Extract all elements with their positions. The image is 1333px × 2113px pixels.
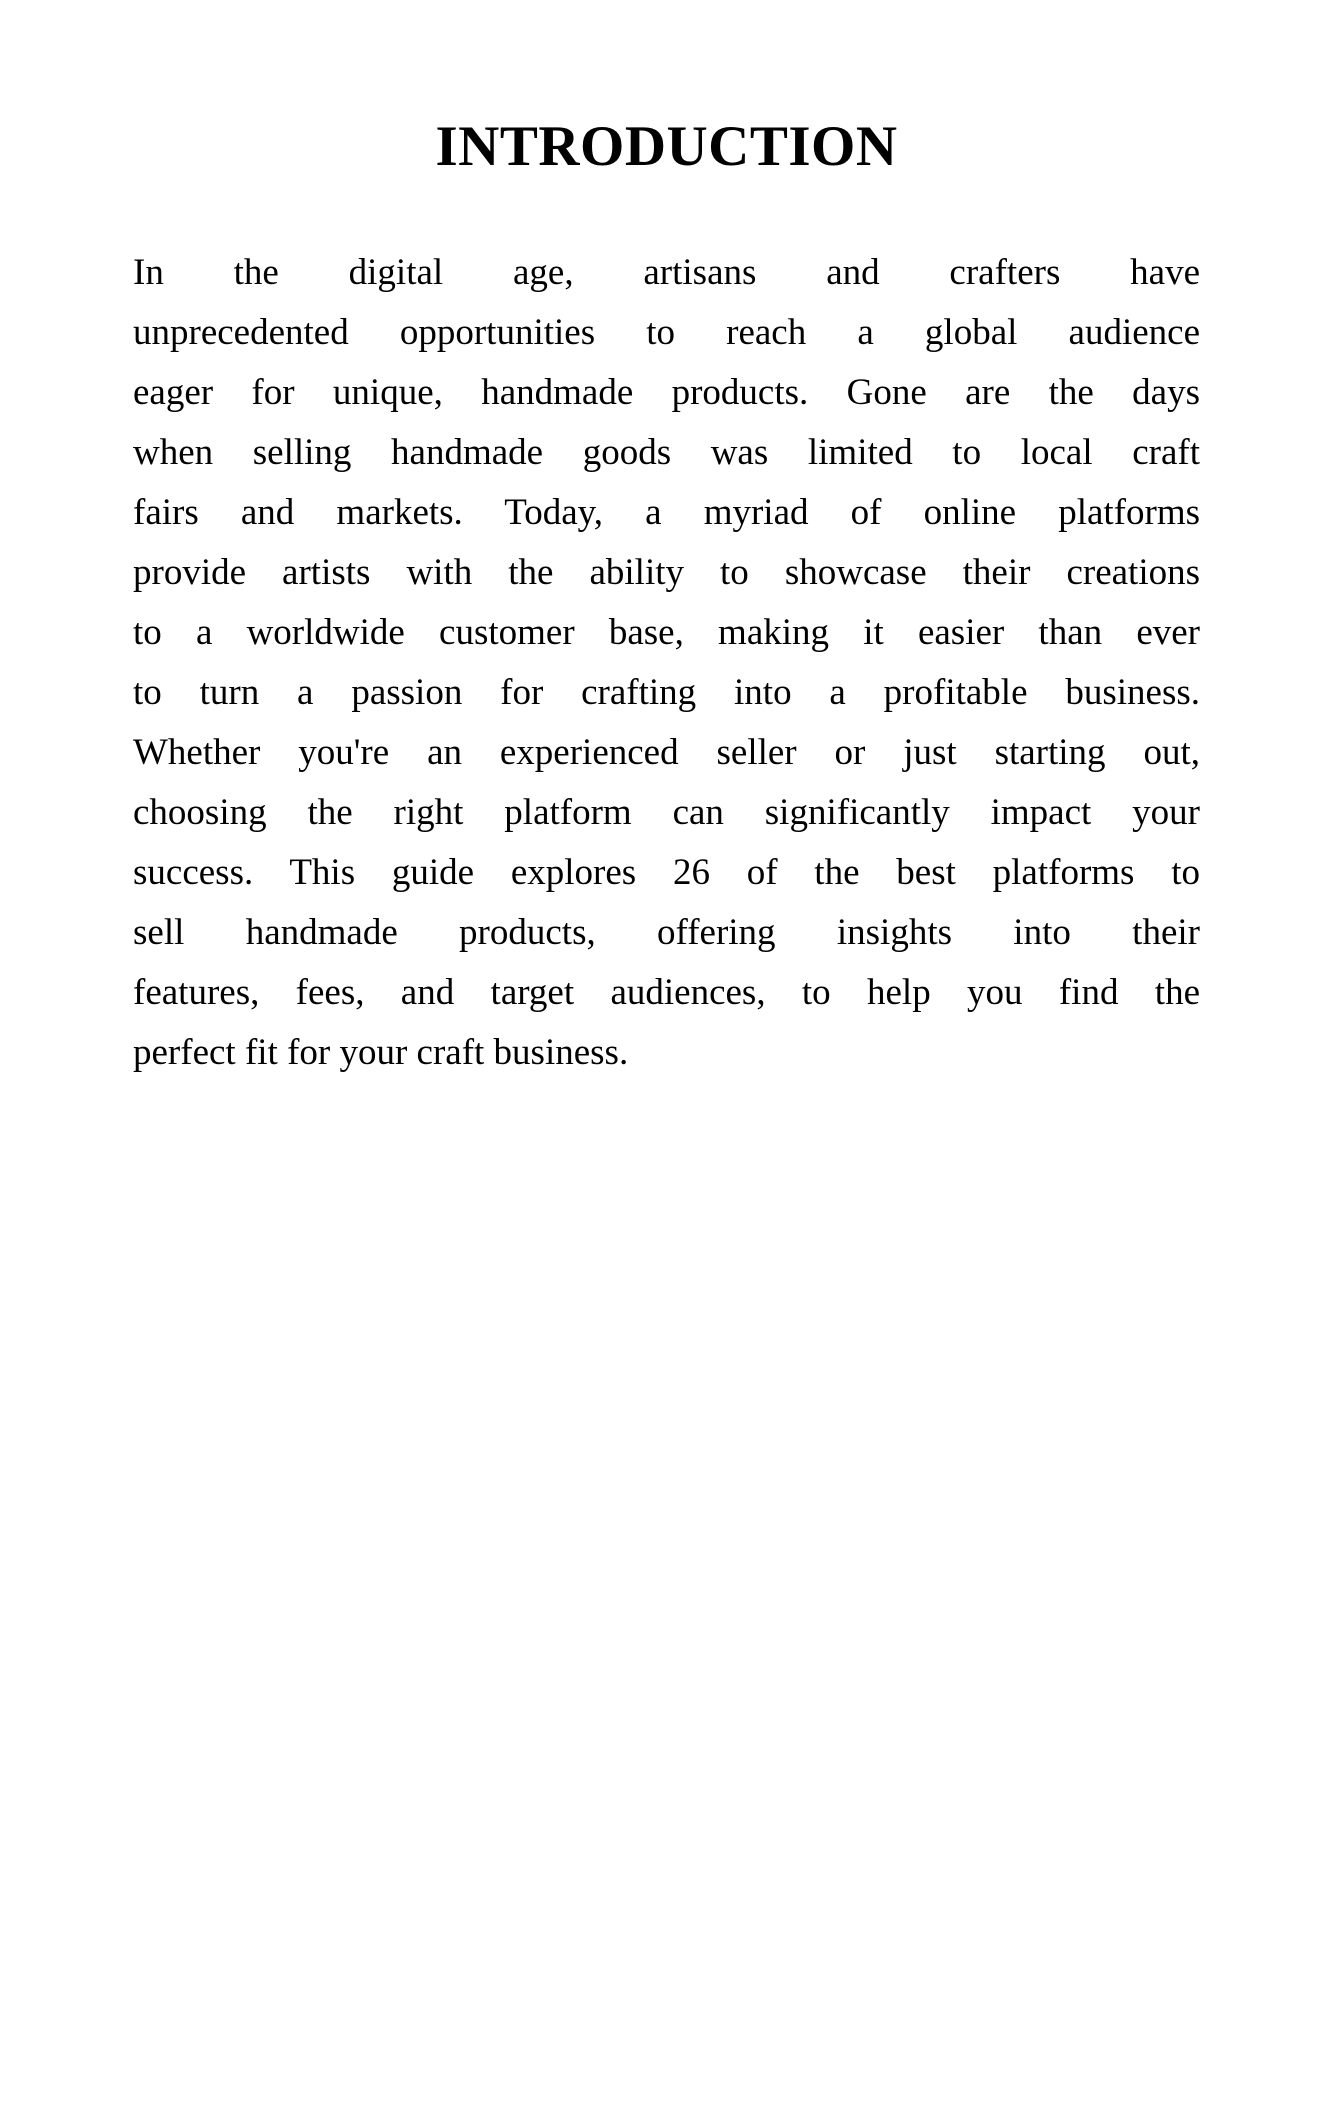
paragraph-line: fairs and markets. Today, a myriad of online platforms xyxy=(133,492,1200,534)
paragraph-line: success. This guide explores 26 of the best platforms to xyxy=(133,852,1200,894)
paragraph-line: Whether you're an experienced seller or just starting out, xyxy=(133,732,1200,774)
paragraph-line: sell handmade products, offering insights into their xyxy=(133,912,1200,954)
paragraph-line: provide artists with the ability to showcase their creations xyxy=(133,552,1200,594)
paragraph-line: choosing the right platform can significantly impact your xyxy=(133,792,1200,834)
paragraph-line: perfect fit for your craft business. xyxy=(133,1032,629,1074)
paragraph-line: when selling handmade goods was limited to local craft xyxy=(133,432,1200,474)
paragraph-line: eager for unique, handmade products. Gone are the days xyxy=(133,372,1200,414)
paragraph-line: to a worldwide customer base, making it easier than ever xyxy=(133,612,1200,654)
document-page xyxy=(0,113,1333,2113)
intro-paragraph xyxy=(133,243,1200,1083)
paragraph-line: features, fees, and target audiences, to help you find the xyxy=(133,972,1200,1014)
paragraph-line: In the digital age, artisans and crafters have xyxy=(133,252,1200,294)
paragraph-line: to turn a passion for crafting into a profitable business. xyxy=(133,672,1200,714)
paragraph-line: unprecedented opportunities to reach a global audience xyxy=(133,312,1200,354)
page-title: INTRODUCTION xyxy=(435,115,898,178)
